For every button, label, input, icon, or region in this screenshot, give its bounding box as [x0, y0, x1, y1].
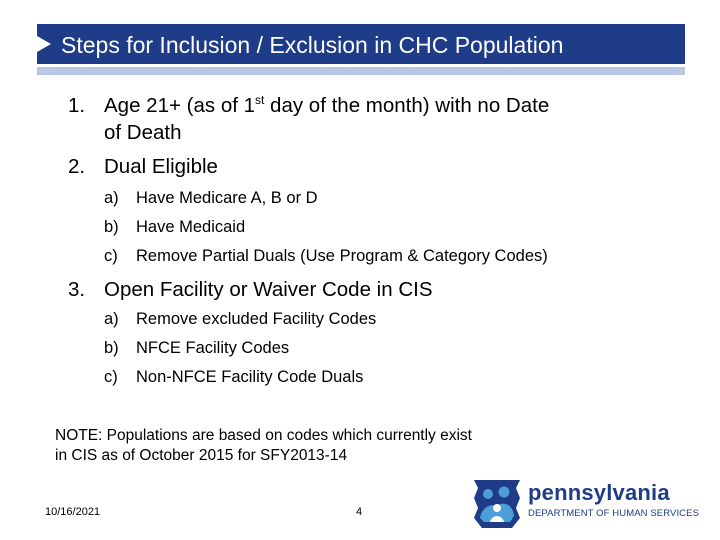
step-2-number: 2.: [68, 155, 86, 178]
step-1-text: [104, 93, 549, 118]
step-2b-letter: b): [104, 218, 119, 236]
step-2c-letter: c): [104, 247, 118, 265]
step-1-text-line2: of Death: [104, 121, 182, 144]
keystone-family-icon: [470, 478, 524, 530]
footer-date: 10/16/2021: [45, 506, 101, 518]
step-3a-text: Remove excluded Facility Codes: [136, 310, 377, 328]
step-3b-text: NFCE Facility Codes: [136, 339, 290, 357]
step-1-text-b: day of the month) with no Date: [264, 94, 550, 117]
step-3-text: Open Facility or Waiver Code in CIS: [104, 278, 433, 301]
note-line-1: NOTE: Populations are based on codes which currently exist: [55, 427, 472, 444]
note-line-2: in CIS as of October 2015 for SFY2013-14: [55, 447, 348, 464]
step-2-text: Dual Eligible: [104, 155, 218, 178]
step-3b-letter: b): [104, 339, 119, 357]
step-1-number: 1.: [68, 94, 86, 117]
step-3c-text: Non-NFCE Facility Code Duals: [136, 368, 364, 386]
step-3-number: 3.: [68, 278, 86, 301]
step-2a-letter: a): [104, 189, 119, 207]
step-2b-text: Have Medicaid: [136, 218, 246, 236]
slide-title: Steps for Inclusion / Exclusion in CHC Population: [61, 32, 564, 58]
logo-subtitle: DEPARTMENT OF HUMAN SERVICES: [528, 508, 700, 519]
step-1-line2: [104, 120, 182, 145]
step-2a-text: Have Medicare A, B or D: [136, 189, 318, 207]
dhs-logo: [470, 478, 700, 530]
step-1-text-a: Age 21+ (as of 1: [104, 94, 256, 117]
step-3c-letter: c): [104, 368, 118, 386]
step-3a-letter: a): [104, 310, 119, 328]
footer-page-number: 4: [356, 506, 363, 518]
logo-name: pennsylvania: [528, 480, 670, 505]
step-2c-text: Remove Partial Duals (Use Program & Category Codes): [136, 247, 548, 265]
step-1-sup: st: [255, 93, 265, 108]
note-block: [55, 426, 472, 466]
